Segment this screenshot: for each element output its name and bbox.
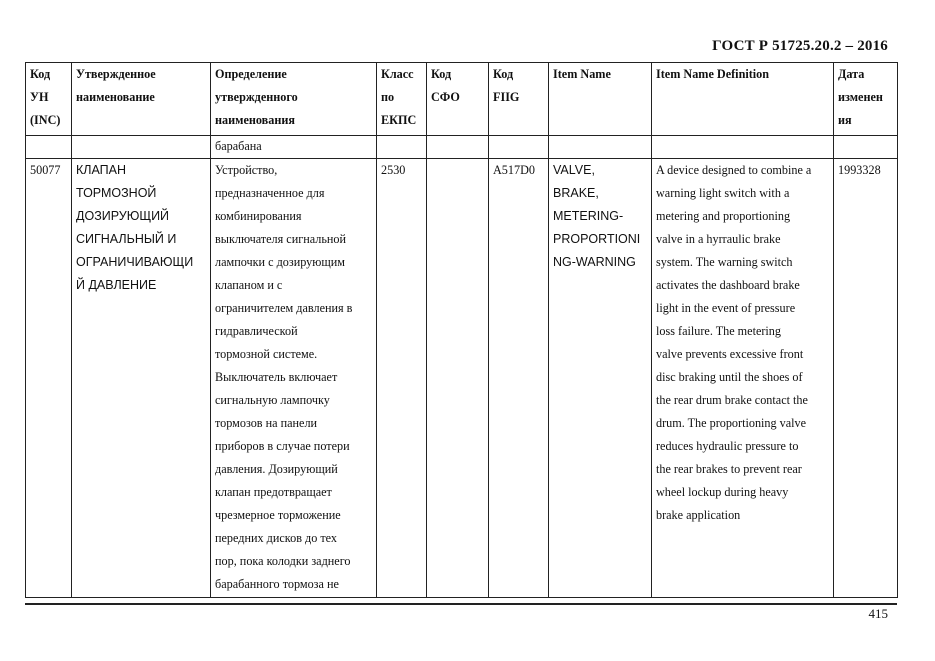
change-date-cell: 1993328 xyxy=(834,159,898,598)
column-header-inc: Код УН (INC) xyxy=(26,63,72,136)
table-bottom-rule xyxy=(25,603,897,605)
definition-cell: Устройство, предназначенное для комбинирования выключателя сигнальной лампочки с дозирующим клапаном и с ограничителем давления в гидравлической тормозной системе. Выключатель включает сигнальную лампочку тормозов на панели приборов в случае потери давления. Дозирующий клапан предотвращает чрезмерное торможение передних дисков до тех пор, пока колодки заднего барабанного тормоза не xyxy=(211,159,377,598)
column-header-approved-name: Утвержденное наименование xyxy=(72,63,211,136)
column-header-ekps-class: Класс по ЕКПС xyxy=(377,63,427,136)
column-header-change-date: Дата изменен ия xyxy=(834,63,898,136)
page-number: 415 xyxy=(868,606,888,621)
ekps-class-cell: 2530 xyxy=(377,159,427,598)
table-row-continuation xyxy=(26,136,898,159)
sfo-code-cell xyxy=(427,159,489,598)
column-header-fiig-code: Код FIIG xyxy=(489,63,549,136)
table-cell xyxy=(549,136,652,159)
item-name-cell: VALVE, BRAKE, METERING- PROPORTIONI NG-WARNING xyxy=(549,159,652,598)
nomenclature-table xyxy=(25,62,898,598)
item-name-definition-cell: A device designed to combine a warning light switch with a metering and proportioning valve in a hyrraulic brake system. The warning switch activates the dashboard brake light in the event of pressure loss failure. The metering valve prevents excessive front disc braking until the shoes of the rear drum brake contact the drum. The proportioning valve reduces hydraulic pressure to the rear brakes to prevent rear wheel lockup during heavy brake application xyxy=(652,159,834,598)
table-cell xyxy=(26,136,72,159)
approved-name-cell: КЛАПАН ТОРМОЗНОЙ ДОЗИРУЮЩИЙ СИГНАЛЬНЫЙ И ОГРАНИЧИВАЮЩИ Й ДАВЛЕНИЕ xyxy=(72,159,211,598)
table-header-row xyxy=(26,63,898,136)
column-header-sfo-code: Код СФО xyxy=(427,63,489,136)
table-cell xyxy=(377,136,427,159)
document-standard-title: ГОСТ Р 51725.20.2 – 2016 xyxy=(712,38,888,54)
table-cell: барабана xyxy=(211,136,377,159)
column-header-item-name-definition: Item Name Definition xyxy=(652,63,834,136)
table-cell xyxy=(72,136,211,159)
column-header-item-name: Item Name xyxy=(549,63,652,136)
fiig-code-cell: A517D0 xyxy=(489,159,549,598)
table-cell xyxy=(427,136,489,159)
table-cell xyxy=(489,136,549,159)
table-cell xyxy=(652,136,834,159)
column-header-definition: Определение утвержденного наименования xyxy=(211,63,377,136)
table-row xyxy=(26,159,898,598)
table-cell xyxy=(834,136,898,159)
inc-code-cell: 50077 xyxy=(26,159,72,598)
